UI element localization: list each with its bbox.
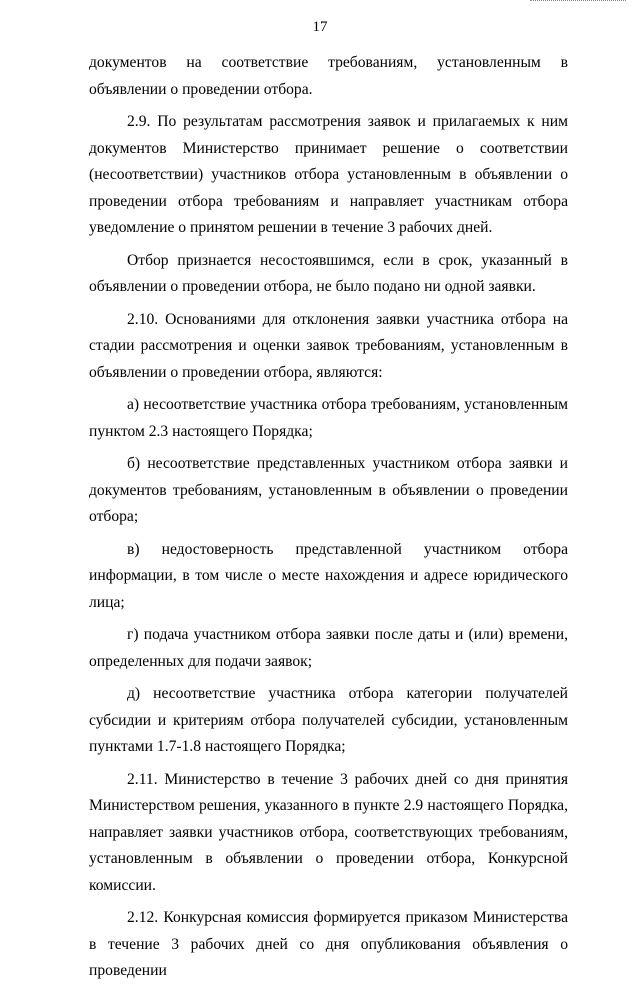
list-item-v: в) недостоверность представленной участником отбора информации, в том числе о месте нахождения и адресе юридического лица;	[89, 540, 568, 611]
paragraph-2-11: 2.11. Министерство в течение 3 рабочих дней со дня принятия Министерством решения, указанного в пункте 2.9 настоящего Порядка, направляет заявки участников отбора, соответствующих требованиям, установленным в объявлении о проведении отбора, Конкурсной комиссии.	[89, 770, 568, 894]
paragraph-selection-failed: Отбор признается несостоявшимся, если в срок, указанный в объявлении о проведении отбора, не было подано ни одной заявки.	[89, 251, 568, 295]
paragraph-continuation: документов на соответствие требованиям, установленным в объявлении о проведении отбора.	[89, 54, 568, 98]
paragraph-2-9: 2.9. По результатам рассмотрения заявок и прилагаемых к ним документов Министерство принимает решение о соответствии (несоответствии) участников отбора установленным в объявлении о проведении отбора требованиям и направляет участникам отбора уведомление о принятом решении в течение 3 рабочих дней.	[89, 113, 568, 236]
list-item-b: б) несоответствие представленных участником отбора заявки и документов требованиям, установленным в объявлении о проведении отбора;	[89, 455, 568, 525]
list-item-a: а) несоответствие участника отбора требованиям, установленным пунктом 2.3 настоящего Порядка;	[89, 396, 568, 440]
scan-corner-mark	[530, 0, 626, 1]
list-item-d: д) несоответствие участника отбора категории получателей субсидии и критериям отбора получателей субсидии, установленным пунктами 1.7-1.8 настоящего Порядка;	[89, 685, 568, 755]
paragraph-2-12: 2.12. Конкурсная комиссия формируется приказом Министерства в течение 3 рабочих дней со дня опубликования объявления о проведении	[89, 909, 568, 979]
list-item-g: г) подача участником отбора заявки после даты и (или) времени, определенных для подачи заявок;	[89, 626, 568, 670]
page-number: 17	[312, 19, 328, 35]
document-body	[89, 0, 568, 985]
paragraph-2-10: 2.10. Основаниями для отклонения заявки участника отбора на стадии рассмотрения и оценки заявок требованиям, установленным в объявлении о проведении отбора, являются:	[89, 310, 568, 381]
